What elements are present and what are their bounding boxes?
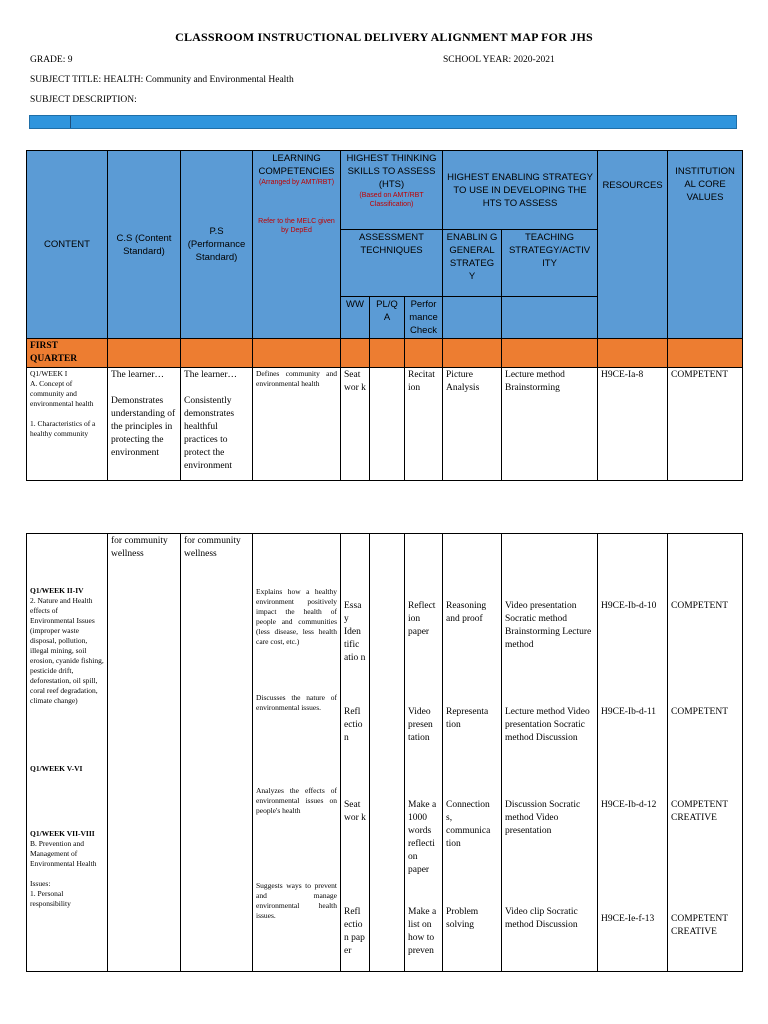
week-label: Q1/WEEK I (30, 369, 68, 378)
ww-text: Seat wor k (344, 800, 366, 823)
lc-note: (Arranged by AMT/RBT) (258, 179, 335, 186)
grade-label: GRADE: 9 (30, 55, 73, 65)
orange-cell (598, 339, 668, 368)
orange-cell (341, 339, 370, 368)
week-label: Q1/WEEK II-IV (30, 586, 84, 595)
first-quarter-label: FIRST QUARTER (27, 339, 108, 368)
header-performance-check: Perfor mance Check (405, 297, 443, 339)
core-value-text: COMPETENT (671, 707, 728, 717)
page-title: CLASSROOM INSTRUCTIONAL DELIVERY ALIGNMENT MAP FOR JHS (175, 30, 593, 44)
orange-cell (253, 339, 341, 368)
resource-text: H9CE-Ib-d-10 (601, 601, 657, 611)
lc-text: Explains how a healthy environment positively impact the health of people and communities (less disease, less health care cost, etc.) (256, 587, 337, 646)
enabling-text: Connection s, communica tion (446, 800, 491, 849)
perf-text: Make a list on how to preven (408, 907, 437, 956)
ww-text: Refl ectio n (344, 707, 363, 743)
alignment-table-bottom (26, 533, 743, 972)
orange-cell (502, 339, 598, 368)
content-text: 1. Characteristics of a healthy community (30, 419, 96, 438)
orange-cell (181, 339, 253, 368)
lc-cell: Defines community and environmental health (253, 368, 341, 481)
header-core-values: INSTITUTION AL CORE VALUES (668, 151, 743, 339)
ps-intro: The learner… (184, 370, 238, 380)
hts-heading: HIGHEST THINKING SKILLS TO ASSESS (HTS) (346, 153, 437, 190)
ww-text: Essa y Iden tific atio n (344, 601, 366, 663)
enabling-text: Problem solving (446, 907, 479, 930)
ww-cell (341, 534, 370, 972)
header-enabling: ENABLIN G GENERAL STRATEG Y (443, 230, 502, 297)
resource-text: H9CE-Ie-f-13 (601, 914, 655, 924)
header-strategy: HIGHEST ENABLING STRATEGY TO USE IN DEVELOPING THE HTS TO ASSESS (443, 151, 598, 230)
table-row (27, 368, 743, 481)
cs-intro: The learner… (111, 370, 165, 380)
lc-cell (253, 534, 341, 972)
cs-cell: for community wellness (108, 534, 181, 972)
orange-cell (108, 339, 181, 368)
resource-text: H9CE-Ib-d-12 (601, 800, 657, 810)
hts-note: (Based on AMT/RBT Classification) (359, 192, 424, 208)
lc-heading: LEARNING COMPETENCIES (258, 153, 335, 177)
content-cell (27, 368, 108, 481)
core-value-cell (668, 534, 743, 972)
header-cs: C.S (Content Standard) (108, 151, 181, 339)
cs-cell (108, 368, 181, 481)
resource-cell: H9CE-Ia-8 (598, 368, 668, 481)
perf-text: Reflect ion paper (408, 601, 436, 637)
ps-cell (181, 368, 253, 481)
orange-cell (405, 339, 443, 368)
header-plqa: PL/Q A (370, 297, 405, 339)
lc-text: Suggests ways to prevent and manage environmental health issues. (256, 881, 337, 920)
enabling-text: Representa tion (446, 707, 489, 730)
lc-text: Discusses the nature of environmental issues. (256, 693, 337, 712)
orange-cell (370, 339, 405, 368)
plqa-cell (370, 534, 405, 972)
content-text: B. Prevention and Management of Environmental Health (30, 839, 97, 868)
content-text: A. Concept of community and environmental health (30, 379, 94, 408)
header-blank-2 (502, 297, 598, 339)
header-ps: P.S (Performance Standard) (181, 151, 253, 339)
week-label: Q1/WEEK V-VI (30, 764, 83, 773)
alignment-table-top (26, 150, 743, 481)
enabling-cell: Picture Analysis (443, 368, 502, 481)
header-hts (341, 151, 443, 230)
enabling-cell (443, 534, 502, 972)
bar-divider (70, 116, 71, 128)
perf-cell: Recitat ion (405, 368, 443, 481)
week-label: Q1/WEEK VII-VIII (30, 829, 95, 838)
perf-text: Make a 1000 words reflecti on paper (408, 800, 437, 875)
lc-text: Analyzes the effects of environmental issues on people's health (256, 786, 337, 815)
core-value-text: COMPETENT CREATIVE (671, 800, 728, 823)
teaching-cell (502, 534, 598, 972)
ps-cell: for community wellness (181, 534, 253, 972)
header-content: CONTENT (27, 151, 108, 339)
teaching-text: Lecture method Video presentation Socratic method Discussion (505, 707, 590, 743)
header-ww: WW (341, 297, 370, 339)
teaching-cell: Lecture method Brainstorming (502, 368, 598, 481)
plqa-cell (370, 368, 405, 481)
header-assessment: ASSESSMENT TECHNIQUES (341, 230, 443, 297)
subject-title-label: SUBJECT TITLE: HEALTH: Community and Environmental Health (30, 75, 294, 85)
school-year-label: SCHOOL YEAR: 2020-2021 (443, 55, 555, 65)
header-blank-1 (443, 297, 502, 339)
ps-text: Consistently demonstrates healthful practices to protect the environment (184, 396, 235, 471)
perf-cell (405, 534, 443, 972)
teaching-text: Video presentation Socratic method Brainstorming Lecture method (505, 601, 592, 650)
header-teaching: TEACHING STRATEGY/ACTIV ITY (502, 230, 598, 297)
orange-cell (443, 339, 502, 368)
core-value-text: COMPETENT (671, 601, 728, 611)
content-text: Issues: (30, 879, 51, 888)
core-value-text: COMPETENT CREATIVE (671, 914, 728, 937)
orange-cell (668, 339, 743, 368)
content-text: 2. Nature and Health effects of Environmental Issues (improper waste disposal, pollution, illegal mining, soil erosion, cyanide fishing, pesticide drift, deforestation, oil spill, coral reef degradation, climate change) (30, 596, 104, 705)
enabling-text: Reasoning and proof (446, 601, 487, 624)
teaching-text: Video clip Socratic method Discussion (505, 907, 578, 930)
perf-text: Video presen tation (408, 707, 433, 743)
header-learning-competencies (253, 151, 341, 339)
description-bar (29, 115, 737, 129)
content-text: 1. Personal responsibility (30, 889, 71, 908)
teaching-text: Discussion Socratic method Video presentation (505, 800, 581, 836)
header-resources: RESOURCES (598, 151, 668, 339)
core-value-cell: COMPETENT (668, 368, 743, 481)
ww-text: Refl ectio n pap er (344, 907, 365, 956)
ww-cell: Seat wor k (341, 368, 370, 481)
resource-cell (598, 534, 668, 972)
content-cell (27, 534, 108, 972)
lc-melc-note: Refer to the MELC given by DepEd (258, 218, 335, 234)
subject-description-label: SUBJECT DESCRIPTION: (30, 95, 137, 105)
cs-text: Demonstrates understanding of the principles in protecting the environment (111, 396, 176, 458)
resource-text: H9CE-Ib-d-11 (601, 707, 657, 717)
